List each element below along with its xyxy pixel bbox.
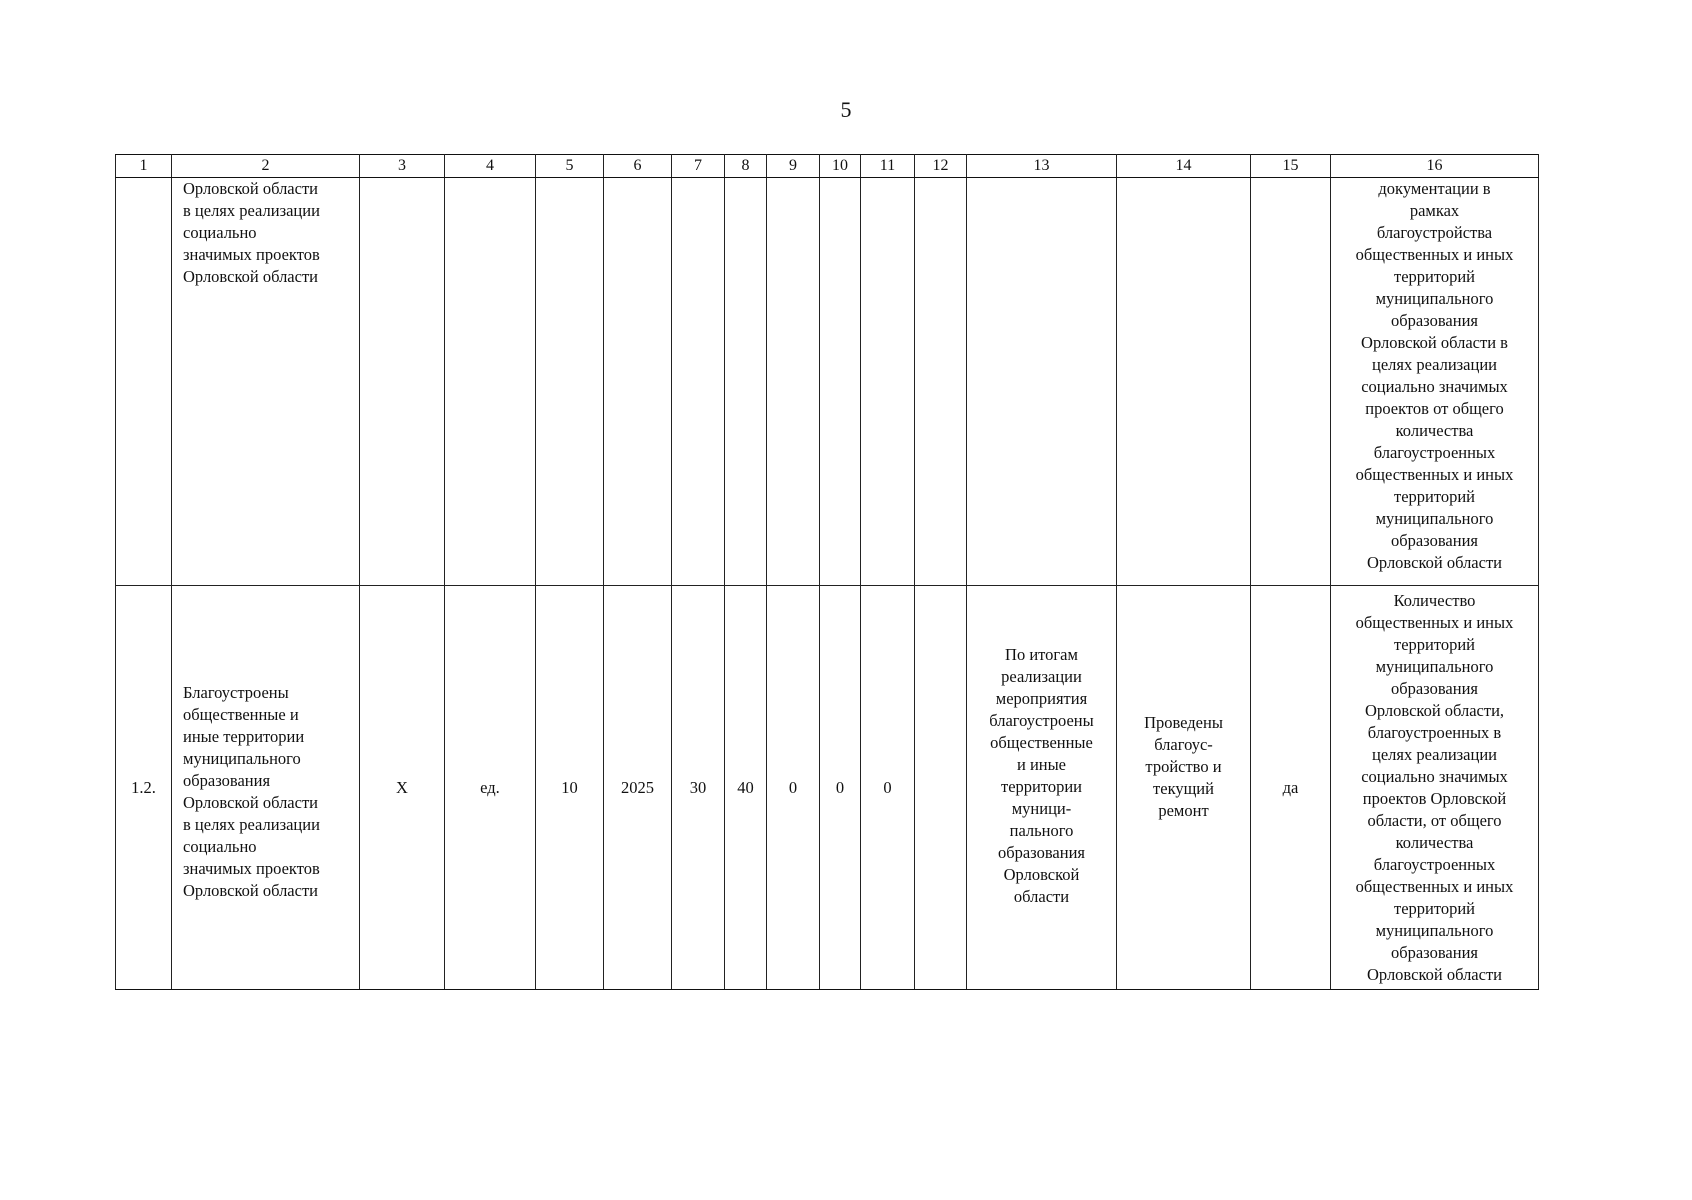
cell-text: да: [1282, 777, 1299, 797]
cell-text: 40: [737, 777, 754, 797]
cell-c15: [1251, 178, 1331, 586]
cell-text: Проведены благоус- тройство и текущий ремонт: [1144, 712, 1223, 820]
cell-c5: [536, 178, 604, 586]
cell-c10: [820, 178, 861, 586]
header-cell-1: 1: [116, 155, 172, 178]
header-cell-2: 2: [172, 155, 360, 178]
header-cell-4: 4: [445, 155, 536, 178]
header-cell-5: 5: [536, 155, 604, 178]
cell-c13: [967, 178, 1117, 586]
cell-c12: [915, 178, 967, 586]
cell-c9: [767, 586, 820, 990]
cell-c15: [1251, 586, 1331, 990]
cell-c7: [672, 178, 725, 586]
cell-text: 0: [835, 777, 845, 797]
header-cell-16: 16: [1331, 155, 1539, 178]
cell-c12: [915, 586, 967, 990]
page-number: 5: [840, 97, 852, 122]
header-cell-10: 10: [820, 155, 861, 178]
cell-c1: [116, 178, 172, 586]
header-cell-8: 8: [725, 155, 767, 178]
cell-c6-year: [604, 586, 672, 990]
cell-c9: [767, 178, 820, 586]
cell-c14: [1117, 178, 1251, 586]
header-cell-15: 15: [1251, 155, 1331, 178]
cell-c4-unit: [445, 586, 536, 990]
cell-c11: [861, 178, 915, 586]
cell-c13-result: [967, 586, 1117, 990]
header-cell-9: 9: [767, 155, 820, 178]
header-cell-6: 6: [604, 155, 672, 178]
header-cell-12: 12: [915, 155, 967, 178]
header-cell-3: 3: [360, 155, 445, 178]
cell-c2-name: [172, 586, 360, 990]
header-cell-11: 11: [861, 155, 915, 178]
cell-c8: [725, 586, 767, 990]
cell-text: 0: [883, 777, 892, 797]
cell-text: 0: [788, 777, 798, 797]
cell-text: 30: [689, 777, 707, 797]
table-row-continuation: [116, 178, 1539, 586]
cell-c10: [820, 586, 861, 990]
cell-text: 1.2.: [131, 777, 156, 797]
indicators-table: [115, 154, 1539, 990]
cell-c14-type: [1117, 586, 1251, 990]
cell-row-number: [116, 586, 172, 990]
header-cell-14: 14: [1117, 155, 1251, 178]
cell-text: Х: [396, 777, 408, 797]
cell-text: Благоустроены общественные и иные территории муниципального образования Орловской области в целях реализации социально значимых проектов Орловской области: [183, 682, 320, 900]
cell-c5: [536, 586, 604, 990]
cell-c2-name: [172, 178, 360, 586]
cell-text: 10: [561, 777, 578, 797]
cell-c7: [672, 586, 725, 990]
cell-text: документации в рамках благоустройства общественных и иных территорий муниципального образования Орловской области в целях реализации социально значимых проектов от общего количества благоустроенных общественных и иных территорий муниципального образования Орловской области: [1355, 179, 1514, 572]
cell-c6: [604, 178, 672, 586]
cell-text: 2025: [621, 777, 654, 797]
cell-text: Количество общественных и иных территорий муниципального образования Орловской области, благоустроенных в целях реализации социально значимых проектов Орловской области, от общего количества благоустроенных общественных и иных территорий муниципального образования Орловской области: [1355, 590, 1514, 984]
header-cell-7: 7: [672, 155, 725, 178]
cell-c16-indicator: [1331, 178, 1539, 586]
cell-text: Орловской области в целях реализации социально значимых проектов Орловской области: [183, 179, 320, 286]
cell-c4: [445, 178, 536, 586]
table-row-1-2: [116, 586, 1539, 990]
cell-text: По итогам реализации мероприятия благоустроены общественные и иные территории муници- пального образования Орловской области: [989, 644, 1094, 906]
cell-c3: [360, 178, 445, 586]
header-row: [116, 155, 1539, 178]
cell-text: ед.: [480, 777, 500, 797]
cell-c3: [360, 586, 445, 990]
cell-c8: [725, 178, 767, 586]
header-cell-13: 13: [967, 155, 1117, 178]
cell-c11: [861, 586, 915, 990]
cell-c16-indicator: [1331, 586, 1539, 990]
